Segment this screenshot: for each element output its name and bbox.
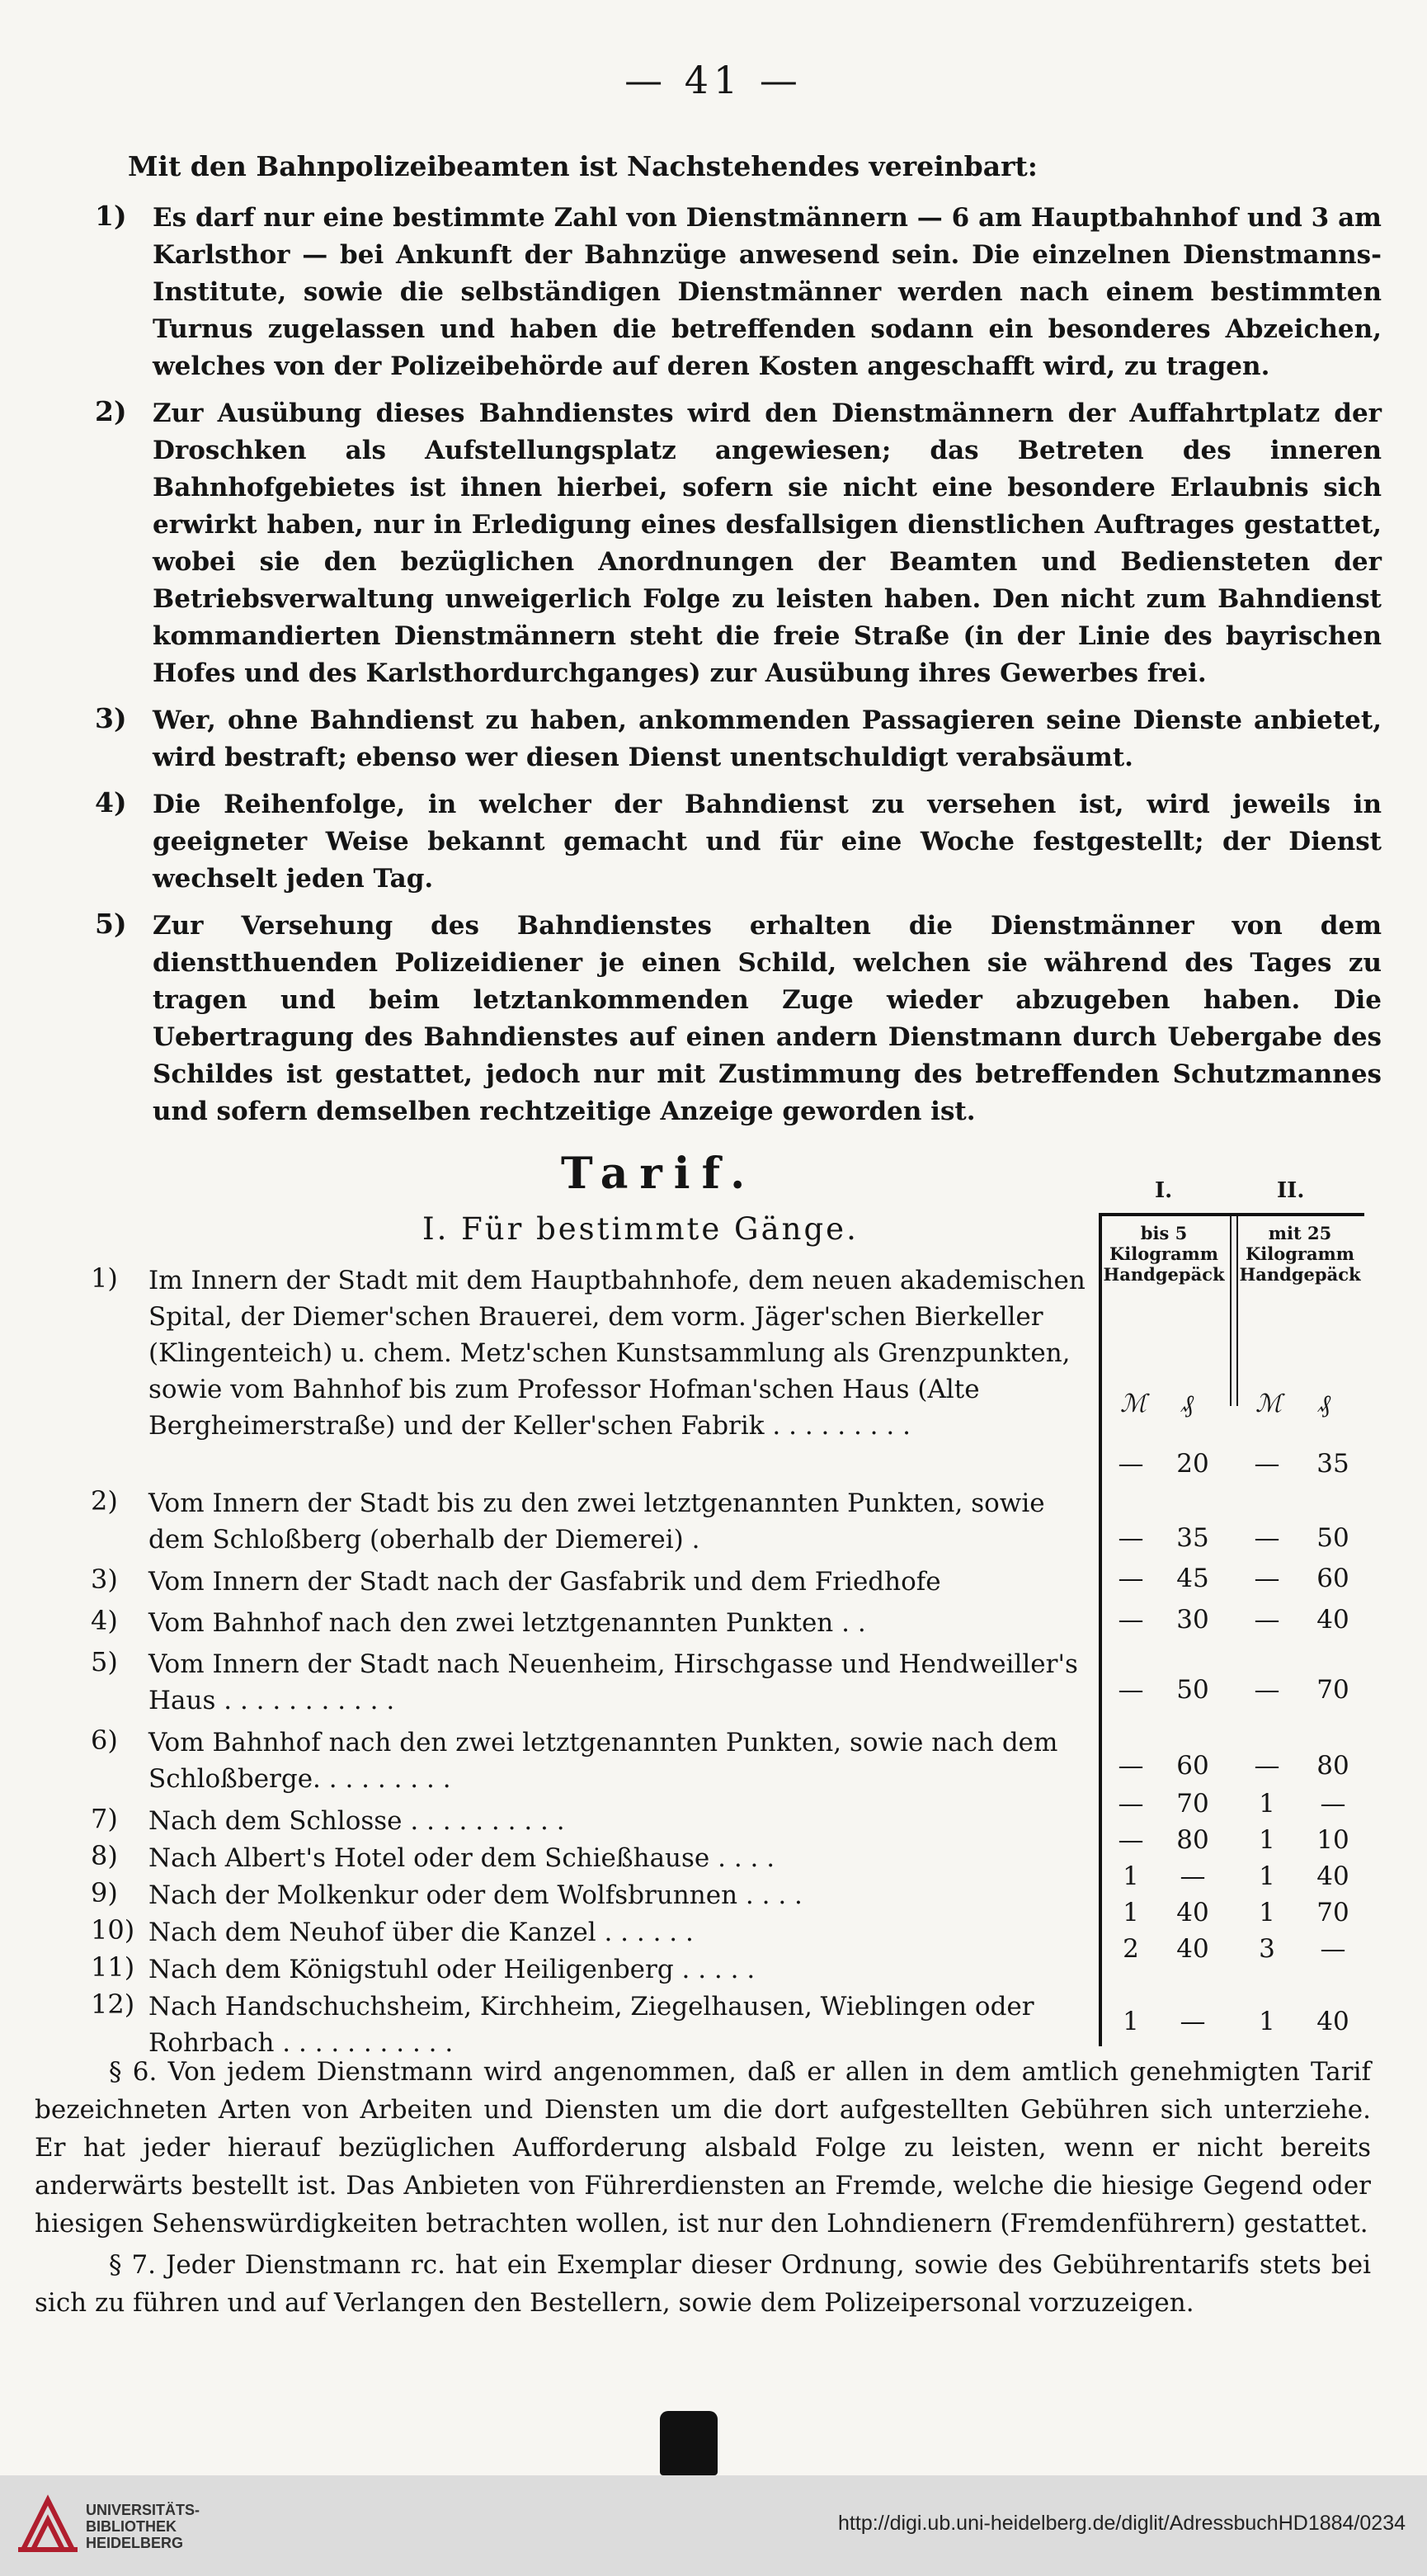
item-text: Vom Bahnhof nach den zwei letztgenannten Punkten, sowie nach dem Schloßberge. . . . . . . . . bbox=[148, 1728, 1058, 1794]
price-pf-II: 35 bbox=[1316, 1449, 1349, 1479]
price-mark-I: 1 bbox=[1123, 1861, 1139, 1891]
item-number: 3) bbox=[91, 1564, 118, 1595]
library-name bbox=[86, 2502, 200, 2551]
price-mark-I: 2 bbox=[1123, 1934, 1139, 1964]
item-number: 2) bbox=[91, 1485, 118, 1517]
tarif-column-header bbox=[1102, 1213, 1364, 1418]
item-number: 11) bbox=[91, 1951, 135, 1983]
column-label-I: I. bbox=[1155, 1178, 1173, 1203]
item-text: Nach dem Königstuhl oder Heiligenberg . . . . . bbox=[148, 1955, 756, 1984]
item-text: Im Innern der Stadt mit dem Hauptbahnhofe, dem neuen akademischen Spital, der Diemer'schen Brauerei, dem vorm. Jäger'schen Bierkeller (Klingenteich) u. chem. Metz'schen Kunstsammlung als Grenzpunkten, sowie vom Bahnhof bis zum Professor Hofman'schen Haus (Alte Bergheimerstraße) und der Keller'schen Fabrik . . . . . . . . . bbox=[148, 1266, 1086, 1441]
item-number: 8) bbox=[91, 1840, 118, 1871]
tarif-title: Tarif. bbox=[561, 1149, 757, 1199]
item-text: Vom Innern der Stadt nach Neuenheim, Hirschgasse und Hendweiller's Haus . . . . . . . . . . . bbox=[148, 1649, 1078, 1715]
price-row bbox=[1102, 1934, 1364, 1970]
price-mark-I: — bbox=[1118, 1523, 1144, 1553]
price-pf-II: 40 bbox=[1316, 1861, 1349, 1891]
price-pf-I: 20 bbox=[1176, 1449, 1209, 1479]
tarif-subtitle: I. Für bestimmte Gänge. bbox=[422, 1211, 859, 1247]
tarif-item bbox=[91, 1724, 1097, 1797]
price-pf-II: 40 bbox=[1316, 2007, 1349, 2036]
item-text: Vom Bahnhof nach den zwei letztgenannten Punkten . . bbox=[148, 1608, 866, 1638]
rule-text: Die Reihenfolge, in welcher der Bahndienst zu versehen ist, wird jeweils in geeigneter Weise bekannt gemacht und für eine Woche festgestellt; der Dienst wechselt jeden Tag. bbox=[153, 790, 1382, 894]
tarif-item bbox=[91, 1646, 1097, 1719]
mark-symbol: ℳ bbox=[1120, 1389, 1147, 1418]
price-mark-I: — bbox=[1118, 1789, 1144, 1819]
header-large-luggage: mit 25 Kilogramm Handgepäck bbox=[1239, 1223, 1361, 1285]
price-pf-I: 45 bbox=[1176, 1564, 1209, 1593]
price-pf-II: 50 bbox=[1316, 1523, 1349, 1553]
pfennig-symbol: ₰ bbox=[1181, 1389, 1194, 1418]
price-row bbox=[1102, 2007, 1364, 2043]
tarif-item bbox=[91, 1840, 1097, 1876]
price-row bbox=[1102, 1789, 1364, 1825]
price-mark-I: — bbox=[1118, 1449, 1144, 1479]
university-library-logo-icon bbox=[15, 2492, 81, 2558]
rule-text: Zur Versehung des Bahndienstes erhalten die Dienstmänner von dem dienstthuenden Polizeidiener je einen Schild, welchen sie während des Tages zu tragen und beim letztankommenden Zuge wieder abzugeben haben. Die Uebertragung des Bahndienstes auf einen andern Dienstmann durch Uebergabe des Schildes ist gestattet, jedoch nur mit Zustimmung des betreffenden Schutzmannes und sofern demselben rechtzeitige Anzeige geworden ist. bbox=[153, 911, 1382, 1126]
item-text: Nach Handschuchsheim, Kirchheim, Ziegelhausen, Wieblingen oder Rohrbach . . . . . . . . . . . bbox=[148, 1992, 1034, 2058]
tarif-item bbox=[91, 1951, 1097, 1988]
price-mark-II: — bbox=[1254, 1675, 1280, 1705]
price-pf-I: 80 bbox=[1176, 1825, 1209, 1855]
price-row bbox=[1102, 1751, 1364, 1787]
item-text: Nach der Molkenkur oder dem Wolfsbrunnen . . . . bbox=[148, 1880, 803, 1910]
price-row bbox=[1102, 1825, 1364, 1861]
price-pf-I: 35 bbox=[1176, 1523, 1209, 1553]
price-pf-I: — bbox=[1180, 1861, 1206, 1891]
price-mark-II: 1 bbox=[1259, 1861, 1275, 1891]
price-mark-I: — bbox=[1118, 1825, 1144, 1855]
rule-item bbox=[95, 200, 1382, 385]
item-number: 7) bbox=[91, 1803, 118, 1834]
price-mark-II: — bbox=[1254, 1605, 1280, 1635]
price-mark-I: — bbox=[1118, 1751, 1144, 1781]
price-row bbox=[1102, 1675, 1364, 1711]
library-name-line: BIBLIOTHEK bbox=[86, 2518, 177, 2535]
rules-list bbox=[95, 200, 1382, 1140]
rule-number: 1) bbox=[95, 200, 127, 232]
rule-number: 3) bbox=[95, 702, 127, 734]
price-mark-II: 1 bbox=[1259, 1825, 1275, 1855]
price-mark-II: — bbox=[1254, 1523, 1280, 1553]
rule-number: 4) bbox=[95, 786, 127, 819]
price-pf-I: 60 bbox=[1176, 1751, 1209, 1781]
price-pf-I: — bbox=[1180, 2007, 1206, 2036]
price-pf-II: 60 bbox=[1316, 1564, 1349, 1593]
item-number: 4) bbox=[91, 1605, 118, 1636]
price-mark-I: 1 bbox=[1123, 2007, 1139, 2036]
item-text: Nach Albert's Hotel oder dem Schießhause . . . . bbox=[148, 1843, 775, 1873]
rule-item bbox=[95, 908, 1382, 1130]
rule-text: Es darf nur eine bestimmte Zahl von Dienstmännern — 6 am Hauptbahnhof und 3 am Karlsthor — bei Ankunft der Bahnzüge anwesend sein. Die einzelnen Dienstmanns-Institute, sowie die selbständigen Dienstmänner werden nach einem bestimmten Turnus zugelassen und haben die betreffenden sodann ein besonderes Abzeichen, welches von der Polizeibehörde auf deren Kosten angeschafft wird, zu tragen. bbox=[153, 203, 1382, 381]
source-url-link[interactable]: http://digi.ub.uni-heidelberg.de/diglit/AdressbuchHD1884/0234 bbox=[838, 2512, 1406, 2535]
price-pf-II: 70 bbox=[1316, 1898, 1349, 1927]
price-pf-II: — bbox=[1320, 1934, 1346, 1964]
price-pf-II: 70 bbox=[1316, 1675, 1349, 1705]
item-number: 5) bbox=[91, 1646, 118, 1677]
paragraphs bbox=[35, 2053, 1371, 2325]
tarif-item bbox=[91, 1914, 1097, 1951]
price-mark-II: — bbox=[1254, 1449, 1280, 1479]
tarif-item bbox=[91, 1877, 1097, 1913]
price-mark-II: 1 bbox=[1259, 1898, 1275, 1927]
price-row bbox=[1102, 1605, 1364, 1641]
item-text: Nach dem Neuhof über die Kanzel . . . . . . bbox=[148, 1918, 694, 1947]
tarif-item bbox=[91, 1605, 1097, 1641]
paragraph-6: § 6. Von jedem Dienstmann wird angenommen, daß er allen in dem amtlich genehmigten Tarif bezeichneten Arten von Arbeiten und Diensten um die dort aufgestellten Gebühren sich unterziehe. Er hat jeder hierauf bezüglichen Aufforderung alsbald Folge zu leisten, wenn er nicht bereits anderwärts bestellt ist. Das Anbieten von Führerdiensten an Fremde, welche die hiesige Gegend oder hiesigen Sehenswürdigkeiten betrachten wollen, ist nur den Lohndienern (Fremdenführern) gestattet. bbox=[35, 2057, 1371, 2239]
price-mark-II: 1 bbox=[1259, 2007, 1275, 2036]
rule-number: 5) bbox=[95, 908, 127, 940]
price-pf-I: 40 bbox=[1176, 1898, 1209, 1927]
library-name-line: UNIVERSITÄTS- bbox=[86, 2502, 200, 2518]
price-pf-II: 80 bbox=[1316, 1751, 1349, 1781]
price-mark-II: — bbox=[1254, 1751, 1280, 1781]
price-mark-II: 3 bbox=[1259, 1934, 1275, 1964]
tarif-item bbox=[91, 1485, 1097, 1558]
item-text: Vom Innern der Stadt bis zu den zwei letztgenannten Punkten, sowie dem Schloßberg (oberhalb der Diemerei) . bbox=[148, 1489, 1045, 1555]
item-number: 12) bbox=[91, 1989, 135, 2020]
price-row bbox=[1102, 1564, 1364, 1600]
page-number: — 41 — bbox=[624, 58, 803, 102]
column-label-II: II. bbox=[1277, 1178, 1305, 1203]
rule-item bbox=[95, 702, 1382, 776]
header-small-luggage: bis 5 Kilogramm Handgepäck bbox=[1103, 1223, 1225, 1285]
mark-symbol: ℳ bbox=[1255, 1389, 1283, 1418]
price-mark-I: — bbox=[1118, 1564, 1144, 1593]
price-mark-I: — bbox=[1118, 1605, 1144, 1635]
price-pf-I: 70 bbox=[1176, 1789, 1209, 1819]
price-row bbox=[1102, 1449, 1364, 1485]
price-row bbox=[1102, 1861, 1364, 1898]
viewer-footer bbox=[0, 2475, 1427, 2576]
price-mark-II: 1 bbox=[1259, 1789, 1275, 1819]
price-pf-II: — bbox=[1320, 1789, 1346, 1819]
item-number: 9) bbox=[91, 1877, 118, 1908]
tarif-item bbox=[91, 1564, 1097, 1600]
rule-item bbox=[95, 786, 1382, 898]
tarif-item bbox=[91, 1262, 1097, 1444]
price-mark-I: — bbox=[1118, 1675, 1144, 1705]
price-mark-II: — bbox=[1254, 1564, 1280, 1593]
item-text: Nach dem Schlosse . . . . . . . . . . bbox=[148, 1806, 565, 1836]
rule-number: 2) bbox=[95, 395, 127, 427]
item-text: Vom Innern der Stadt nach der Gasfabrik und dem Friedhofe bbox=[148, 1567, 941, 1597]
ink-blot bbox=[660, 2411, 718, 2475]
tarif-item bbox=[91, 1803, 1097, 1839]
pfennig-symbol: ₰ bbox=[1318, 1389, 1330, 1418]
rule-item bbox=[95, 395, 1382, 692]
price-row bbox=[1102, 1898, 1364, 1934]
rule-text: Zur Ausübung dieses Bahndienstes wird den Dienstmännern der Auffahrtplatz der Droschken als Aufstellungsplatz angewiesen; das Betreten des inneren Bahnhofgebietes ist ihnen hierbei, sofern sie nicht eine besondere Erlaubnis sich erwirkt haben, nur in Erledigung eines desfallsigen dienstlichen Auftrages gestattet, wobei sie den bezüglichen Anordnungen der Beamten und Bediensteten der Betriebsverwaltung unweigerlich Folge zu leisten haben. Den nicht zum Bahndienst kommandierten Dienstmännern steht die freie Straße (in der Linie des bayrischen Hofes und des Karlsthordurchganges) zur Ausübung ihres Gewerbes frei. bbox=[153, 399, 1382, 688]
item-number: 1) bbox=[91, 1262, 118, 1294]
header-divider bbox=[1230, 1216, 1238, 1406]
library-name-line: HEIDELBERG bbox=[86, 2535, 184, 2551]
price-pf-I: 50 bbox=[1176, 1675, 1209, 1705]
price-pf-I: 30 bbox=[1176, 1605, 1209, 1635]
intro-line: Mit den Bahnpolizeibeamten ist Nachstehendes vereinbart: bbox=[128, 150, 1038, 182]
price-mark-I: 1 bbox=[1123, 1898, 1139, 1927]
tarif-item bbox=[91, 1989, 1097, 2061]
price-pf-I: 40 bbox=[1176, 1934, 1209, 1964]
price-pf-II: 10 bbox=[1316, 1825, 1349, 1855]
item-number: 10) bbox=[91, 1914, 135, 1946]
paragraph-7: § 7. Jeder Dienstmann rc. hat ein Exemplar dieser Ordnung, sowie des Gebührentarifs stets bei sich zu führen und auf Verlangen den Bestellern, sowie dem Polizeipersonal vorzuzeigen. bbox=[35, 2250, 1371, 2318]
rule-text: Wer, ohne Bahndienst zu haben, ankommenden Passagieren seine Dienste anbietet, wird bestraft; ebenso wer diesen Dienst unentschuldigt verabsäumt. bbox=[153, 705, 1382, 772]
price-row bbox=[1102, 1523, 1364, 1559]
price-pf-II: 40 bbox=[1316, 1605, 1349, 1635]
item-number: 6) bbox=[91, 1724, 118, 1756]
